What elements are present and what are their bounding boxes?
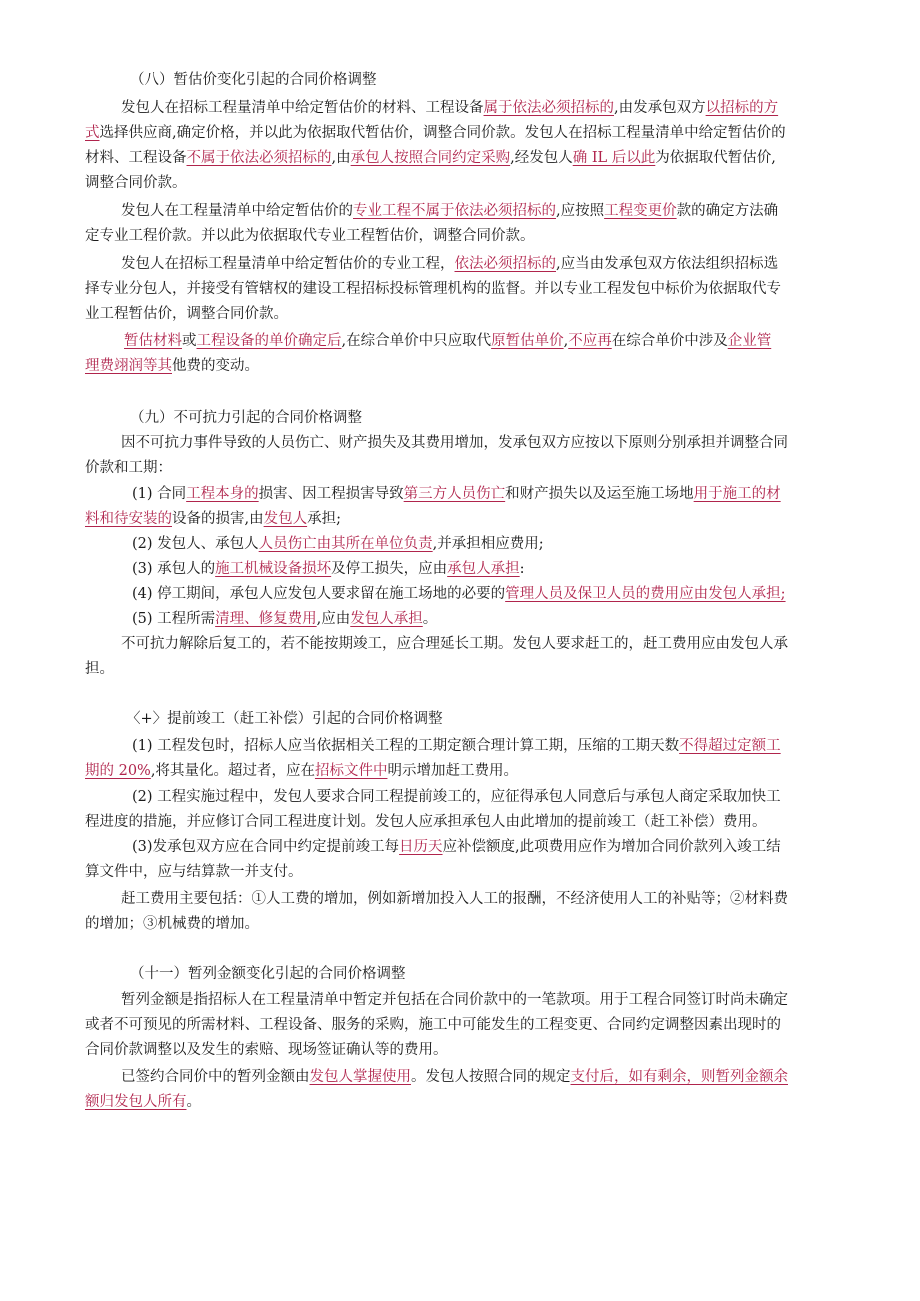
highlighted-text: 工程设备的单价确定后 [196, 333, 342, 349]
text-segment: 选择供应商,确定价格，并以此为依据取代暂估价，调整合同价款。发包人在招标工程量清单中给定暂估价的 [99, 125, 786, 141]
highlighted-text: 属于依法必须招标的 [483, 100, 614, 116]
text-segment: 算文件中，应与结算款一并支付。 [85, 864, 303, 880]
text-line [132, 787, 781, 807]
text-segment: 担。 [85, 661, 114, 677]
text-segment: 定专业工程价款。并以此为依据取代专业工程暂估价，调整合同价款。 [85, 228, 535, 244]
text-segment: ,由发承包双方 [614, 100, 706, 116]
text-segment: ,应由 [316, 611, 351, 627]
text-segment: 的增加；③机械费的增加。 [85, 916, 259, 932]
text-line [121, 990, 788, 1010]
text-segment: (4) 停工期间，承包人应发包人要求留在施工场地的必要的 [132, 586, 506, 602]
text-segment: 承担; [307, 511, 341, 527]
text-segment: 合同价款调整以及发生的索赔、现场签证确认等的费用。 [85, 1042, 448, 1058]
text-segment: ,由 [331, 150, 351, 166]
highlighted-text: 暂估材料 [124, 333, 182, 349]
highlighted-text: 不属于依法必须招标的 [186, 150, 332, 166]
text-segment: 不可抗力解除后复工的，若不能按期竣工，应合理延长工期。发包人要求赶工的，赶工费用应由发包人承 [121, 636, 788, 652]
section-heading: （九）不可抗力引起的合同价格调整 [130, 410, 362, 426]
text-segment: 价款和工期： [85, 460, 172, 476]
highlighted-text: 用于施工的材 [693, 486, 781, 502]
text-line [121, 98, 778, 118]
text-line [132, 584, 786, 604]
text-segment: 应补偿额度,此项费用应作为增加合同价款列入竣工结 [442, 839, 781, 855]
text-segment: (1) 工程发包时，招标人应当依据相关工程的工期定额合理计算工期，压缩的工期天数 [132, 738, 680, 754]
text-segment: (3) 承包人的 [132, 561, 216, 577]
text-line [132, 534, 544, 554]
text-segment: ,在综合单价中只应取代 [341, 333, 492, 349]
highlighted-text: 支付后，如有剩余，则暂列金额余 [570, 1069, 788, 1085]
text-line [85, 862, 303, 882]
section-heading: 〈+〉提前竣工（赶工补偿）引起的合同价格调整 [126, 711, 443, 727]
highlighted-text: 发包人 [263, 511, 308, 527]
text-segment: ,将其量化。超过者，应在 [150, 763, 315, 779]
highlighted-text: 招标文件中 [314, 763, 388, 779]
highlighted-text: 以招标的方 [705, 100, 779, 116]
text-segment: 已签约合同价中的暂列金额由 [121, 1069, 310, 1085]
text-line [85, 1015, 781, 1035]
text-segment: 发包人在招标工程量清单中给定暂估价的专业工程， [121, 256, 455, 272]
text-segment: ,应按照 [556, 203, 605, 219]
text-line [85, 458, 172, 478]
highlighted-text: 依法必须招标的 [454, 256, 556, 272]
highlighted-text: 不应再 [568, 333, 612, 349]
highlighted-text: 承包人按照合同约定采购 [350, 150, 511, 166]
section-heading: （八）暂估价变化引起的合同价格调整 [130, 72, 377, 88]
text-segment: (5) 工程所需 [132, 611, 216, 627]
text-segment: 。 [422, 611, 438, 627]
highlighted-text: 发包人承担 [350, 611, 423, 627]
highlighted-text: 期的 20% [85, 763, 151, 779]
text-segment: 为依据取代暂估价, [655, 150, 776, 166]
highlighted-text: 式 [85, 125, 100, 141]
highlighted-text: 工程变更价 [604, 203, 677, 219]
text-segment: 调整合同价款。 [85, 175, 187, 191]
text-segment: 择专业分包人，并接受有管辖权的建设工程招标投标管理机构的监督。并以专业工程发包中标价为依据取代专 [85, 281, 781, 297]
highlighted-text: 工程本身的 [186, 486, 259, 502]
highlighted-text: 专业工程不属于依法必须招标的 [353, 203, 556, 219]
highlighted-text: 清理、修复费用 [215, 611, 317, 627]
text-line [85, 148, 776, 168]
text-segment: : [519, 561, 525, 577]
text-segment: 程进度的措施，并应修订合同工程进度计划。发包人应承担承包人由此增加的提前竣工（赶工补偿）费用。 [85, 814, 767, 830]
text-line [85, 279, 781, 299]
highlighted-text: 理费翊润等其 [85, 358, 172, 374]
text-line [132, 736, 781, 756]
text-segment: 在综合单价中涉及 [611, 333, 728, 349]
text-line [85, 1040, 448, 1060]
text-line [121, 433, 788, 453]
text-line [121, 634, 788, 654]
text-segment: 和财产损失以及运至施工场地 [505, 486, 694, 502]
text-segment: 发包人在工程量清单中给定暂估价的 [121, 203, 353, 219]
text-segment: 损害、因工程损害导致 [258, 486, 404, 502]
text-segment: 。 [186, 1094, 201, 1110]
highlighted-text: 发包人掌握使用 [309, 1069, 411, 1085]
text-line [85, 304, 288, 324]
highlighted-text: 原暂估单价 [491, 333, 564, 349]
highlighted-text: 施工机械设备损坏 [215, 561, 332, 577]
text-segment: 暂列金额是指招标人在工程量清单中暂定并包括在合同价款中的一笔款项。用于工程合同签订时尚未确定 [121, 992, 788, 1008]
text-line [85, 812, 767, 832]
text-segment: , [563, 333, 569, 349]
text-segment: (2) 工程实施过程中，发包人要求合同工程提前竣工的，应征得承包人同意后与承包人商定采取加快工 [132, 789, 781, 805]
text-line [85, 226, 535, 246]
text-line [121, 889, 788, 909]
text-segment: 。发包人按照合同的规定 [411, 1069, 571, 1085]
highlighted-text: 第三方人员伤亡 [403, 486, 506, 502]
text-line [132, 837, 781, 857]
section-heading: （十一）暂列金额变化引起的合同价格调整 [130, 966, 406, 982]
text-line [132, 609, 437, 629]
text-segment: 及停工损失，应由 [331, 561, 448, 577]
text-segment: 款的确定方法确 [676, 203, 779, 219]
highlighted-text: 确 IL 后以此 [572, 150, 656, 166]
highlighted-text: 承包人承担 [447, 561, 520, 577]
text-line [85, 173, 187, 193]
text-line [85, 356, 259, 376]
text-segment: (2) 发包人、承包人 [132, 536, 259, 552]
text-segment: 明示增加赶工费用。 [387, 763, 518, 779]
text-segment: 或者不可预见的所需材料、工程设备、服务的采购，施工中可能发生的工程变更、合同约定调整因素出现时的 [85, 1017, 781, 1033]
text-segment: (3)发承包双方应在合同中约定提前竣工每 [132, 839, 400, 855]
highlighted-text: 额归发包人所有 [85, 1094, 187, 1110]
text-line [132, 484, 781, 504]
highlighted-text: 日历天 [399, 839, 443, 855]
text-segment: 设备的损害,由 [172, 511, 264, 527]
text-segment: 发包人在招标工程量清单中给定暂估价的材料、工程设备 [121, 100, 484, 116]
text-line [121, 254, 778, 274]
text-line [85, 761, 518, 781]
text-segment: 材料、工程设备 [85, 150, 187, 166]
text-line [132, 559, 525, 579]
text-line [85, 509, 341, 529]
text-segment: 他费的变动。 [172, 358, 259, 374]
text-line [85, 659, 114, 679]
text-line [121, 1067, 788, 1087]
text-line [85, 123, 786, 143]
highlighted-text: 不得超过定额工 [679, 738, 781, 754]
highlighted-text: 人员伤亡由其所在单位负责 [258, 536, 433, 552]
text-segment: 因不可抗力事件导致的人员伤亡、财产损失及其费用增加，发承包双方应按以下原则分别承担并调整合同 [121, 435, 788, 451]
text-line [85, 1092, 201, 1112]
text-segment: ,应当由发承包双方依法组织招标选 [556, 256, 779, 272]
text-line [124, 331, 771, 351]
highlighted-text: 料和待安装的 [85, 511, 172, 527]
text-segment: 赶工费用主要包括：①人工费的增加，例如新增加投入人工的报酬，不经济使用人工的补贴等；②材料费 [121, 891, 788, 907]
text-line [85, 914, 259, 934]
text-segment: ,经发包人 [510, 150, 573, 166]
highlighted-text: 管理人员及保卫人员的费用应由发包人承担; [505, 586, 786, 602]
text-line [121, 201, 778, 221]
text-segment: 业工程暂估价，调整合同价款。 [85, 306, 288, 322]
text-segment: (1) 合同 [132, 486, 187, 502]
text-segment: 或 [182, 333, 197, 349]
highlighted-text: 企业管 [727, 333, 772, 349]
text-segment: ,并承担相应费用; [432, 536, 544, 552]
